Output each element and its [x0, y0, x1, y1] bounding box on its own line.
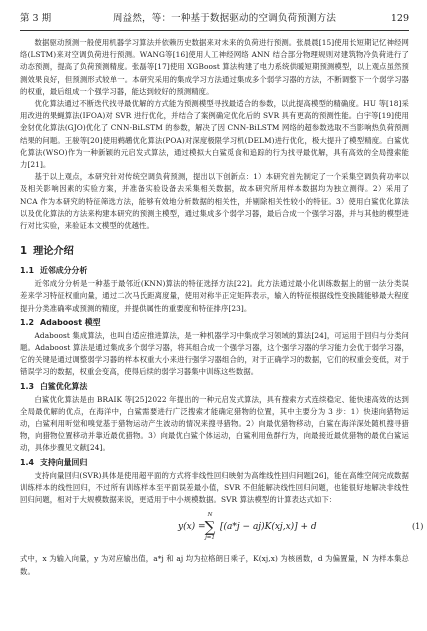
issue-number: 第 3 期 — [20, 13, 52, 24]
header-rule — [20, 30, 409, 31]
subsection-number: 1.1 — [20, 266, 34, 276]
subsection-number: 1.2 — [20, 317, 34, 327]
subsection-title: 近邻成分分析 — [39, 266, 88, 276]
running-header — [20, 10, 409, 24]
body-paragraph: 白鲨优化算法是由 BRAIK 等[25]2022 年提出的一种元启发式算法，具有搜索方式连续稳定、能快速高效的达到全局最优解的优点，在海洋中，白鲨需要进行广泛搜索才能确定猎物的位置，其中主要分为 3 步：1）快速向猎物运动，白鲨利用听觉和嗅觉基于猎物运动产生波动的情况来搜寻猎物。2）向最优猎物移动，白鲨在海洋深处随机搜寻猎物，向猎物位置移动并靠近最优猎物。3）向最优白鲨个体运动，白鲨利用鱼群行为，向最接近最优猎物的最优白鲨运动，具体步骤见文献[24]。 — [20, 394, 409, 453]
body-paragraph: 近邻成分分析是一种基于最邻近(KNN)算法的特征选择方法[22]。此方法通过最小化训练数据上的留一法分类误差来学习特征权重向量，通过二次马氏距离度量，使用对称半正定矩阵表示，输入的特征根据线性变换随能够最大程度提升分类准确率或预测的精度，并提供属性的重要度和特征排序[23]。 — [20, 279, 409, 313]
sum-upper-limit: N — [207, 512, 213, 519]
section-number: 1 — [20, 246, 28, 258]
equation-1 — [20, 512, 424, 548]
formula-explanation: 式中，x 为输入向量，y 为对应输出值，a*j 和 aj 均为拉格朗日乘子，K(xj,x) 为核函数，d 为偏置量，N 为样本集总数。 — [20, 554, 409, 576]
body-paragraph: Adaboost 集成算法，也叫自适应推进算法，是一种机器学习中集成学习领域的算法[24]，可运用于回归与分类问题。Adaboost 算法是通过集成多个弱学习器，将其组合成一个强学习器，这个强学习器的学习能力会优于弱学习器，它的关键是通过调整弱学习器的样本权重大小来进行强学习器组合的，对于正确学习的数据，它们的权重会变低，对于错误学习的数据，权重会变高，使得后续的弱学习器集中训练这些数据。 — [20, 330, 409, 377]
subsection-heading — [20, 457, 409, 469]
subsection-title: 支持向量回归 — [39, 457, 88, 467]
subsection-heading — [20, 265, 409, 277]
intro-paragraph-2: 优化算法通过不断迭代找寻最优解的方式能为预测模型寻找最适合的参数，以此提高模型的精确度。HU 等[18]采用改进的果蝇算法(IFOA)对 SVR 进行优化，并结合了案例确定优化后的 SVR 具有更高的预测性能。白宇等[19]使用金豺优化算法(GJO)优化了 CNN-BiLSTM 的参数，解决了因 CNN-BiLSTM 网络的超参数选取不当影响热负荷预测结果的问题。王骏等[20]使用鹈鹕优化算法(POA)对深度极限学习机(DELM)进行优化，极大提升了模型精度。白鲨优化算法(WSO)作为一种新颖的元启发式算法，通过模拟大白鲨觅食和追踪的行为找寻最优解，具有高效的全局搜索能力[21]。 — [20, 99, 409, 170]
subsection-number: 1.4 — [20, 457, 34, 467]
section-title: 理论介绍 — [33, 246, 74, 258]
summation-symbol — [203, 512, 217, 542]
body-paragraph: 支持向量回归(SVR)具体是使用超平面的方式将非线性回归映射为高维线性回归问题[26]，能在高维空间完成数据训练样本的线性回归，不过所有训练样本至平面误差最小值，SVR 不但能解决线性回归问题，也能很好地解决非线性回归问题，相对于大规模数据来说，更适用于中小规模数据。SVR 算法模型的计算表达式如下： — [20, 470, 409, 505]
equation-rhs: [(a*j − aj)K(xj,x)] + d — [220, 522, 317, 533]
subsection-title: Adaboost 模型 — [39, 317, 101, 327]
running-title: 周益然，等：一种基于数据驱动的空调负荷预测方法 — [112, 13, 337, 24]
equation-number: (1) — [412, 522, 424, 532]
subsection-heading — [20, 317, 409, 329]
page-number: 129 — [390, 13, 409, 24]
intro-paragraph-1: 数据驱动预测一般使用机器学习算法并依赖历史数据来对未来的负荷进行预测。张晨晨[15]使用长短期记忆神经网络(LSTM)来对空调负荷进行预测。WANG等[16]使用人工神经网络 ANN 结合部分物理规则对建筑物冷负荷进行了动态预测，提高了负荷预测精度。张磊等[17]使用 XGBoost 算法构建了电力系统供暖短期预测模型，以上观点虽然预测效果良好，但预测形式较单一。本研究采用的集成学习方法通过集成多个弱学习器的方法，不断调整下一个弱学习器的权重，最后组成一个强学习器，能达到较好的预测精度。 — [20, 38, 409, 96]
intro-paragraph-3: 基于以上观点，本研究针对传统空调负荷预测，提出以下创新点：1）本研究首先制定了一个采集空调负荷功率以及相关影响因素的实验方案，并准备实验设备去采集相关数据，故本研究所用样本数据均为独立测得。2）采用了 NCA 作为本研究的特征筛选方法，能够有效地分析数据的相关性，并剔除相关性较小的特征。3）使用白鲨优化算法以及优化算法的方法来构建本研究的预测主模型，通过集成多个弱学习器，最后合成一个强学习器，并与其他的模型进行对比实验，来验证本文模型的优越性。 — [20, 172, 409, 231]
subsection-title: 白鲨优化算法 — [39, 381, 88, 391]
sum-lower-limit: j=1 — [205, 535, 215, 542]
equation-lhs: y(x) = — [178, 522, 206, 533]
subsection-heading — [20, 381, 409, 393]
sigma-glyph: ∑ — [204, 518, 216, 537]
section-heading — [20, 242, 409, 257]
subsection-number: 1.3 — [20, 381, 34, 391]
